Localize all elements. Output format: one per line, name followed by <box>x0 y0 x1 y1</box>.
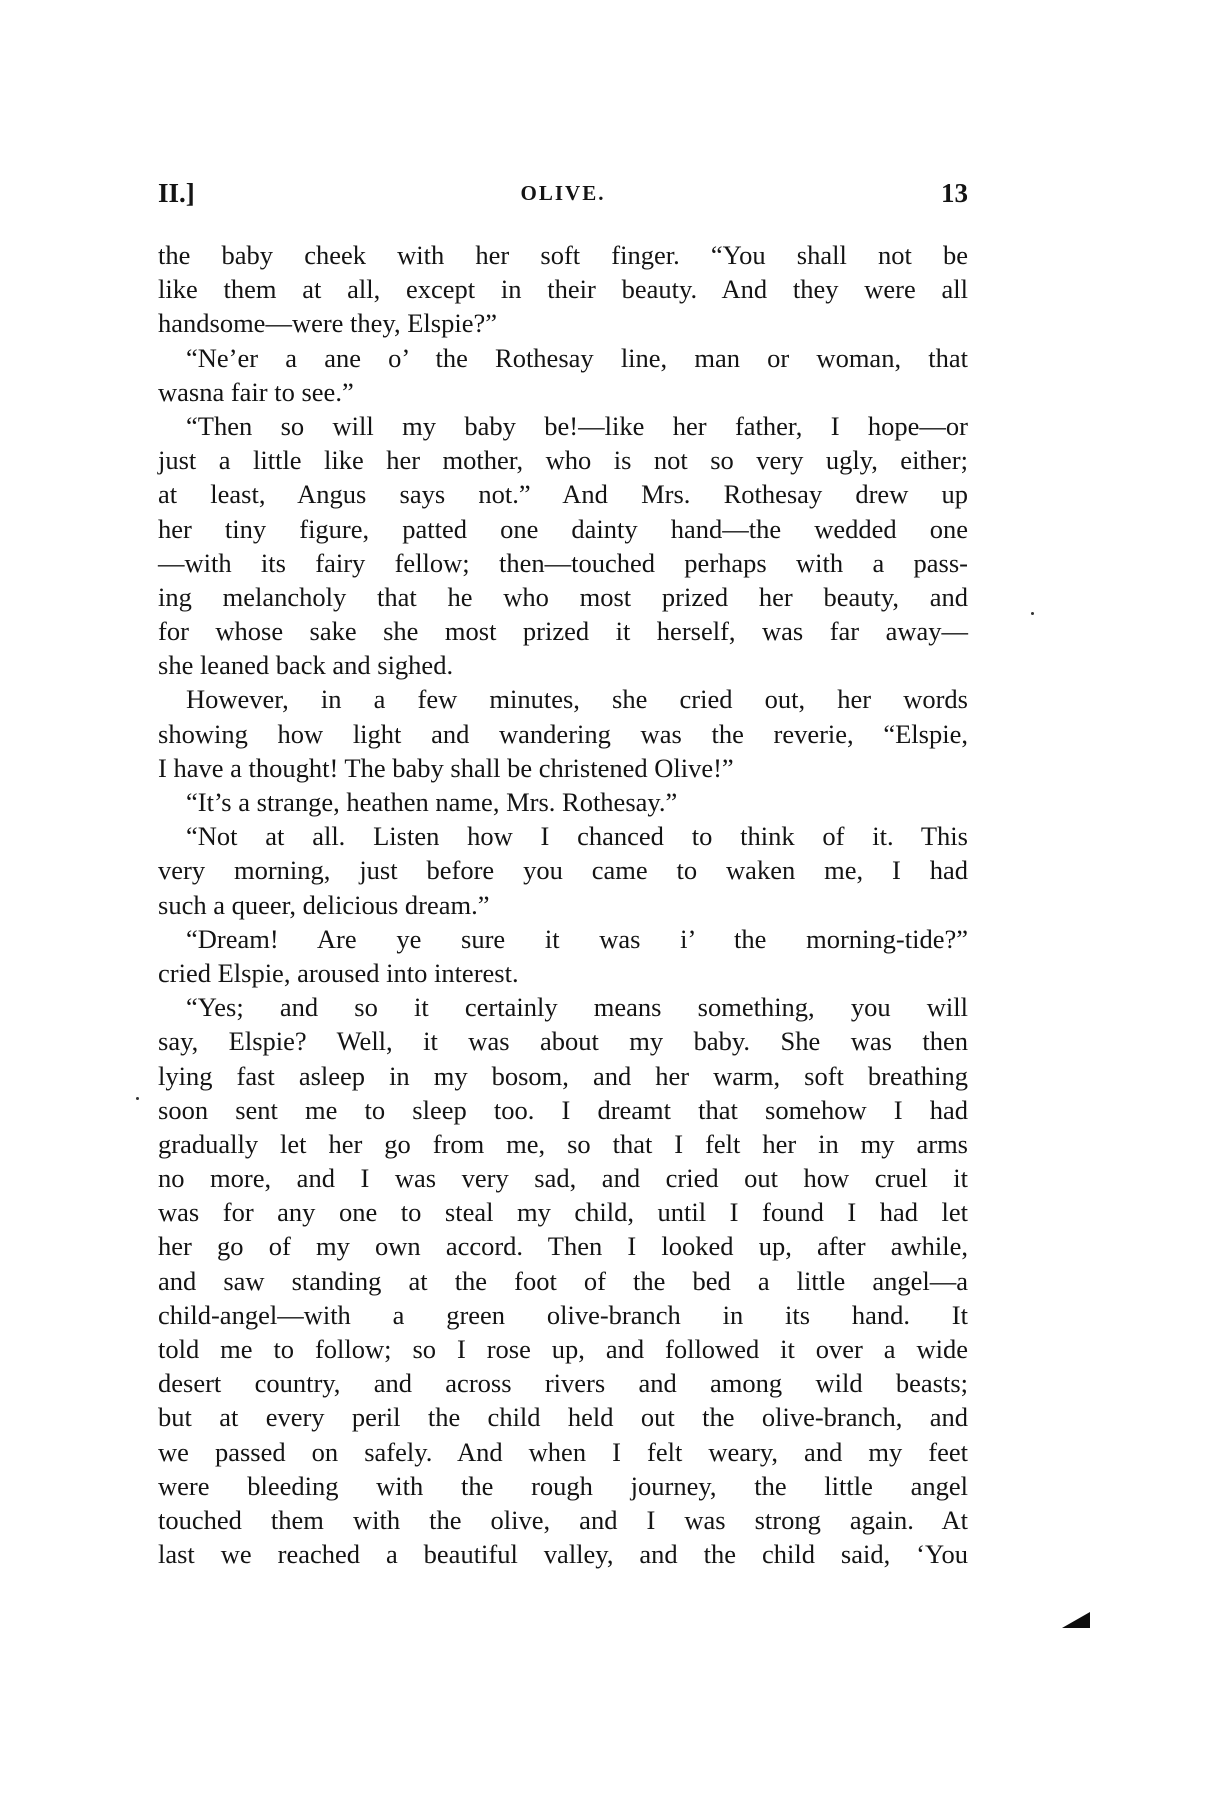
text-line: were bleeding with the rough journey, the little angel <box>158 1470 968 1501</box>
text-line: soon sent me to sleep too. I dreamt that somehow I had <box>158 1094 968 1125</box>
text-line: her go of my own accord. Then I looked up, after awhile, <box>158 1231 968 1262</box>
text-line: —with its fairy fellow; then—touched perhaps with a pass- <box>158 547 968 578</box>
body-text <box>158 238 968 1571</box>
running-header <box>158 178 968 218</box>
text-line: desert country, and across rivers and among wild beasts; <box>158 1368 968 1399</box>
text-line: the baby cheek with her soft finger. “You shall not be <box>158 240 968 270</box>
text-line: wasna fair to see.” <box>158 376 354 407</box>
text-line: like them at all, except in their beauty. And they were all <box>158 274 968 305</box>
text-line: handsome—were they, Elspie?” <box>158 308 497 339</box>
text-line: showing how light and wandering was the reverie, “Elspie, <box>158 718 968 749</box>
text-line: ing melancholy that he who most prized her beauty, and <box>158 581 968 612</box>
text-line: at least, Angus says not.” And Mrs. Rothesay drew up <box>158 479 968 510</box>
text-line: “Ne’er a ane o’ the Rothesay line, man or woman, that <box>186 342 968 373</box>
text-line: but at every peril the child held out the olive-branch, and <box>158 1402 968 1433</box>
chapter-number: II.] <box>158 178 195 208</box>
text-line: gradually let her go from me, so that I felt her in my arms <box>158 1128 968 1159</box>
ink-speck <box>1031 612 1034 615</box>
text-line: we passed on safely. And when I felt weary, and my feet <box>158 1436 968 1467</box>
text-line: last we reached a beautiful valley, and the child said, ‘You <box>158 1539 968 1570</box>
text-line: say, Elspie? Well, it was about my baby. She was then <box>158 1026 968 1057</box>
text-line: cried Elspie, aroused into interest. <box>158 957 519 988</box>
ink-speck <box>136 1097 139 1100</box>
text-line: her tiny figure, patted one dainty hand—the wedded one <box>158 513 968 544</box>
text-line: “Dream! Are ye sure it was i’ the morning-tide?” <box>186 923 968 954</box>
text-line: I have a thought! The baby shall be christened Olive!” <box>158 752 734 783</box>
text-line: just a little like her mother, who is not so very ugly, either; <box>158 445 968 476</box>
page-number: 13 <box>941 178 968 208</box>
ink-blot-mark <box>1062 1612 1090 1628</box>
text-line: “Then so will my baby be!—like her father, I hope—or <box>186 410 968 441</box>
text-line: “Not at all. Listen how I chanced to think of it. This <box>186 821 968 852</box>
text-line: child-angel—with a green olive-branch in its hand. It <box>158 1299 968 1330</box>
text-line: “It’s a strange, heathen name, Mrs. Rothesay.” <box>186 787 678 817</box>
text-line: she leaned back and sighed. <box>158 650 454 681</box>
text-line: no more, and I was very sad, and cried out how cruel it <box>158 1163 968 1194</box>
running-title: OLIVE. <box>520 181 606 205</box>
text-line: very morning, just before you came to waken me, I had <box>158 855 968 886</box>
text-line: and saw standing at the foot of the bed a little angel—a <box>158 1265 968 1296</box>
text-line: was for any one to steal my child, until I found I had let <box>158 1197 968 1228</box>
text-line: for whose sake she most prized it herself, was far away— <box>158 616 968 647</box>
text-line: touched them with the olive, and I was strong again. At <box>158 1504 968 1535</box>
text-line: “Yes; and so it certainly means something, you will <box>186 992 968 1023</box>
text-line: However, in a few minutes, she cried out, her words <box>186 684 968 715</box>
text-line: such a queer, delicious dream.” <box>158 889 490 920</box>
text-line: told me to follow; so I rose up, and followed it over a wide <box>158 1334 968 1364</box>
text-line: lying fast asleep in my bosom, and her warm, soft breathing <box>158 1060 968 1091</box>
